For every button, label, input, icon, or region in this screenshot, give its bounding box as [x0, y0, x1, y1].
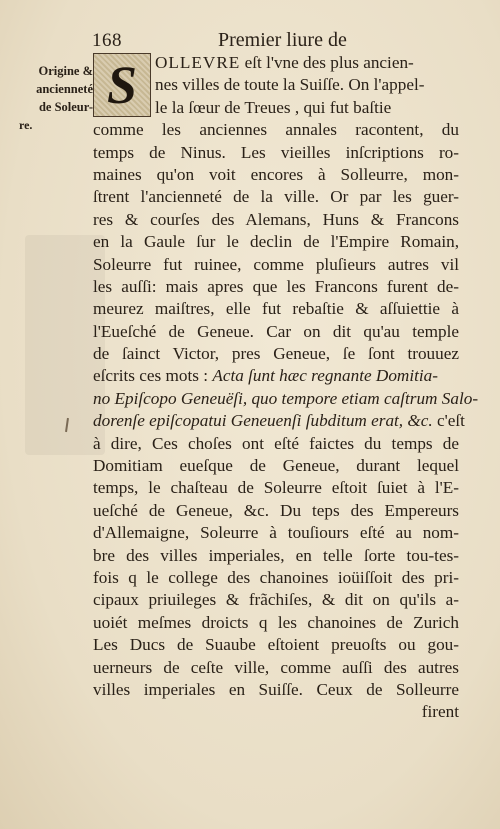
- text-line: comme les anciennes annales racontent, du: [93, 120, 459, 140]
- text-line: ueſché de Geneue, &c. Du teps des Empereurs: [93, 500, 459, 520]
- initial-letter: S: [106, 55, 138, 115]
- text-line: les auſſi: mais apres que les Francons furent de-: [93, 276, 459, 296]
- text-line: fois q le college des chanoines ioüiſſoit des pri-: [93, 567, 459, 587]
- text-line: Soleurre fut ruinee, comme pluſieurs autres vil: [93, 254, 459, 274]
- margin-note-line: de Soleur-: [38, 100, 93, 114]
- text-line: temps de Ninus. Les vieilles inſcriptions ro-: [93, 142, 459, 162]
- margin-note-line: ancienneté: [36, 82, 93, 96]
- text-line: à dire, Ces choſes ont eſté faictes du temps de: [93, 433, 459, 453]
- text-line: OLLEVRE eſt l'vne des plus ancien-: [155, 53, 414, 72]
- text-line: villes imperiales en Suiſſe. Ceux de Solleurre: [93, 679, 459, 699]
- text-line: en la Gaule ſur le declin de l'Empire Romain,: [93, 232, 459, 252]
- text-line: no Epiſcopo Geneuëſi, quo tempore etiam caſtrum Salo-: [93, 388, 479, 408]
- catchword: firent: [421, 702, 459, 722]
- latin-quote: dorenſe epiſcopatui Geneuenſi ſubditum erat, &c.: [93, 411, 433, 431]
- text-line: eſcrits ces mots : Acta ſunt hæc regnante Domitia-: [93, 366, 438, 386]
- margin-note-line: Origine &: [38, 64, 93, 78]
- text-line: uoiét meſmes droicts q les chanoines de Zurich: [93, 612, 459, 632]
- text-line: meurez maiſtres, elle fut rebaſtie & aſſuiettie à: [93, 299, 459, 319]
- text-line: Les Ducs de Suaube eſtoient preuoſts ou gou-: [93, 635, 459, 655]
- text-line: maines qu'on voit encores à Solleurre, mon-: [93, 164, 459, 184]
- text-line: nes villes de toute la Suiſſe. On l'appel-: [155, 75, 425, 95]
- text-line: temps, le chaſteau de Soleurre eſtoit ſuiet à l'E-: [93, 478, 459, 498]
- text-line: dorenſe epiſcopatui Geneuenſi ſubditum erat, &c. c'eſt: [93, 411, 465, 431]
- latin-quote: Acta ſunt hæc regnante Domitia-: [212, 366, 438, 386]
- text-line: ſtrent l'ancienneté de la ville. Or par les guer-: [93, 187, 459, 207]
- text-line: l'Eueſché de Geneue. Car on dit qu'au temple: [93, 321, 459, 341]
- page-number: 168: [92, 30, 122, 51]
- running-head: Premier liure de: [218, 29, 347, 51]
- text-line: le la ſœur de Treues , qui fut baſtie: [155, 97, 392, 117]
- margin-note: [7, 62, 93, 134]
- text-line: res & courſes des Alemans, Huns & Francons: [93, 209, 459, 229]
- text-line: d'Allemaigne, Soleurre à touſiours eſté au nom-: [93, 523, 459, 543]
- text-line: Domitiam eueſque de Geneue, durant lequel: [93, 456, 459, 476]
- margin-note-line: re.: [19, 118, 33, 132]
- text-line: de ſainct Victor, pres Geneue, ſe ſont trouuez: [93, 344, 459, 364]
- text-line: bre des villes imperiales, en telle ſorte tou-tes-: [93, 545, 459, 565]
- text-line: uerneurs de ceſte ville, comme auſſi des autres: [93, 657, 459, 677]
- first-word-caps: OLLEVRE: [155, 53, 241, 72]
- text-line: cipaux priuileges & frãchiſes, & dit on qu'ils a-: [93, 590, 459, 610]
- body-text: [93, 52, 479, 724]
